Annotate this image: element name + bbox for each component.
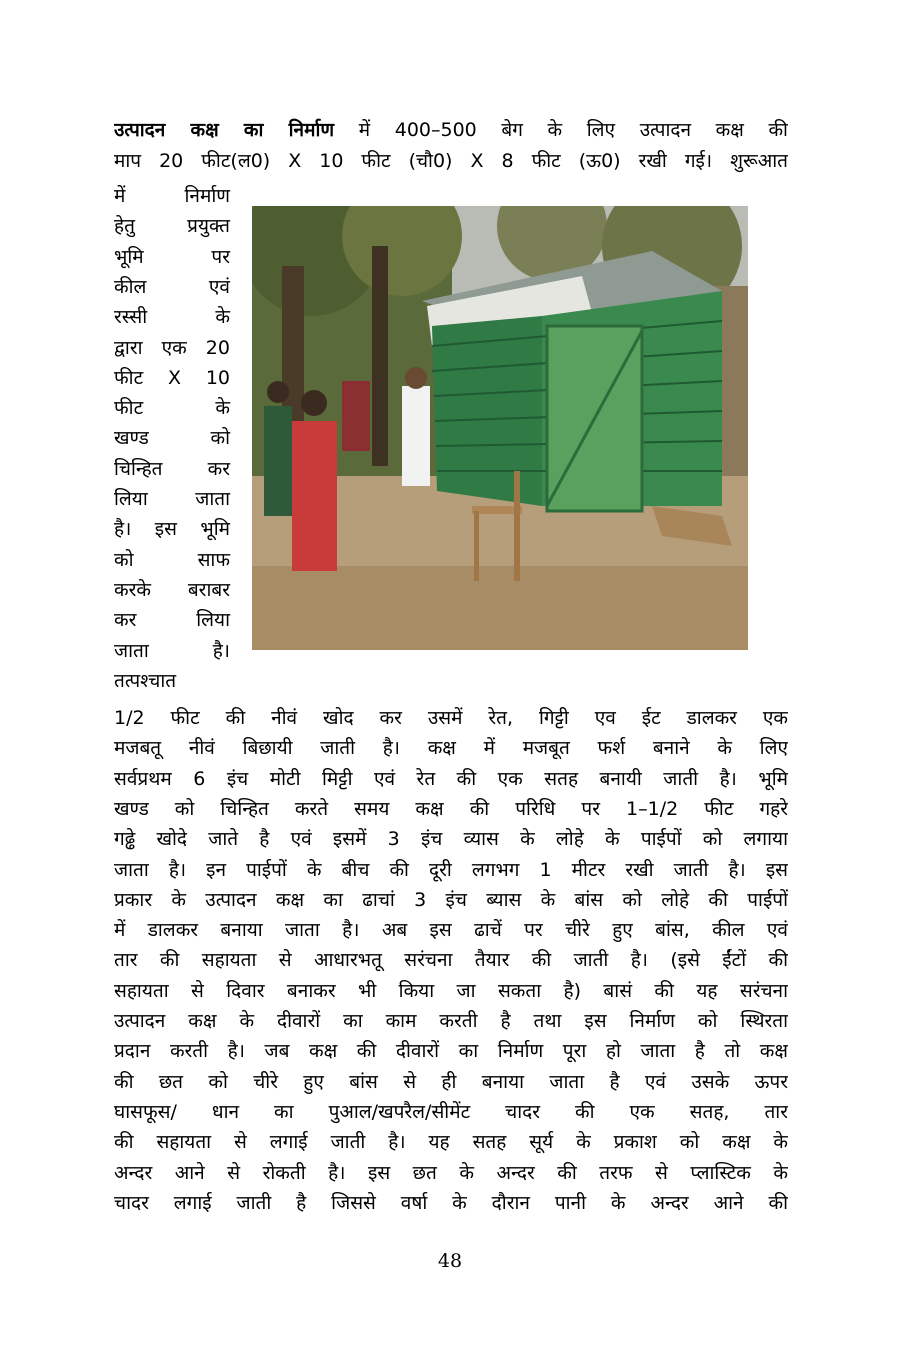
narrow-line: में निर्माण	[114, 185, 230, 207]
body-line: जाता है। इन पाईपों के बीच की दूरी लगभग 1 मीटर रखी जाती है। इस	[114, 858, 788, 881]
narrow-line: करके बराबर	[114, 578, 230, 601]
narrow-line: कील एवं	[114, 275, 230, 298]
narrow-line: कर लिया	[114, 609, 230, 632]
narrow-line: है। इस भूमि	[114, 518, 230, 541]
body-line: खण्ड को चिन्हित करते समय कक्ष की परिधि पर 1–1/2 फीट गहरे	[114, 797, 788, 820]
production-room-photo	[252, 206, 748, 650]
page-number: 48	[437, 1250, 463, 1272]
narrow-line: फीट के	[114, 397, 230, 420]
body-line: अन्दर आने से रोकती है। इस छत के अन्दर की तरफ से प्लास्टिक के	[114, 1161, 788, 1184]
narrow-line: द्वारा एक 20	[114, 336, 230, 359]
narrow-line: हेतु प्रयुक्त	[114, 215, 230, 238]
body-line: सर्वप्रथम 6 इंच मोटी मिट्टी एवं रेत की एक सतह बनायी जाती है। भूमि	[114, 767, 788, 790]
body-line: प्रदान करती है। जब कक्ष की दीवारों का निर्माण पूरा हो जाता है तो कक्ष	[114, 1040, 788, 1063]
narrow-line: खण्ड को	[114, 427, 230, 450]
line1-rest: में 400–500 बेग के लिए उत्पादन कक्ष की	[334, 119, 788, 141]
body-line: में डालकर बनाया जाता है। अब इस ढाचें पर चीरे हुए बांस, कील एवं	[114, 919, 788, 942]
body-line: मजबतू नीवं बिछायी जाती है। कक्ष में मजबूत फर्श बनाने के लिए	[114, 737, 788, 760]
body-line: की छत को चीरे हुए बांस से ही बनाया जाता है एवं उसके ऊपर	[114, 1070, 788, 1093]
narrow-line: चिन्हित कर	[114, 457, 230, 480]
body-line: उत्पादन कक्ष के दीवारों का काम करती है तथा इस निर्माण को स्थिरता	[114, 1010, 788, 1032]
narrow-line: लिया जाता	[114, 488, 230, 510]
narrow-line: जाता है।	[114, 639, 230, 662]
body-line: की सहायता से लगाई जाती है। यह सतह सूर्य के प्रकाश को कक्ष के	[114, 1131, 788, 1154]
narrow-line: भूमि पर	[114, 245, 230, 268]
body-line: सहायता से दिवार बनाकर भी किया जा सकता है) बासं की यह सरंचना	[114, 979, 788, 1002]
paragraph-line-1	[114, 115, 788, 145]
narrow-line: रस्सी के	[114, 306, 230, 329]
body-line: घासफूस/ धान का पुआल/खपरैल/सीमेंट चादर की एक सतह, तार	[114, 1100, 788, 1123]
section-heading: उत्पादन कक्ष का निर्माण	[114, 119, 335, 141]
body-line: 1/2 फीट की नीवं खोद कर उसमें रेत, गिट्टी एव ईट डालकर एक	[114, 707, 788, 729]
body-line: चादर लगाई जाती है जिससे वर्षा के दौरान पानी के अन्दर आने की	[114, 1191, 788, 1214]
body-line: गढ्ढे खोदे जाते है एवं इसमें 3 इंच व्यास के लोहे के पाईपों को लगाया	[114, 828, 788, 851]
paragraph-line-2: माप 20 फीट(ल0) X 10 फीट (चौ0) X 8 फीट (ऊ0) रखी गई। शुरूआत	[114, 150, 788, 172]
body-line: प्रकार के उत्पादन कक्ष का ढाचां 3 इंच ब्यास के बांस को लोहे की पाईपों	[114, 888, 788, 911]
narrow-line: को साफ	[114, 548, 230, 571]
narrow-line: फीट X 10	[114, 366, 230, 389]
narrow-line: तत्पश्चात	[114, 669, 177, 692]
body-line: तार की सहायता से आधारभतू सरंचना तैयार की जाती है। (इसे ईंटों की	[114, 949, 788, 972]
